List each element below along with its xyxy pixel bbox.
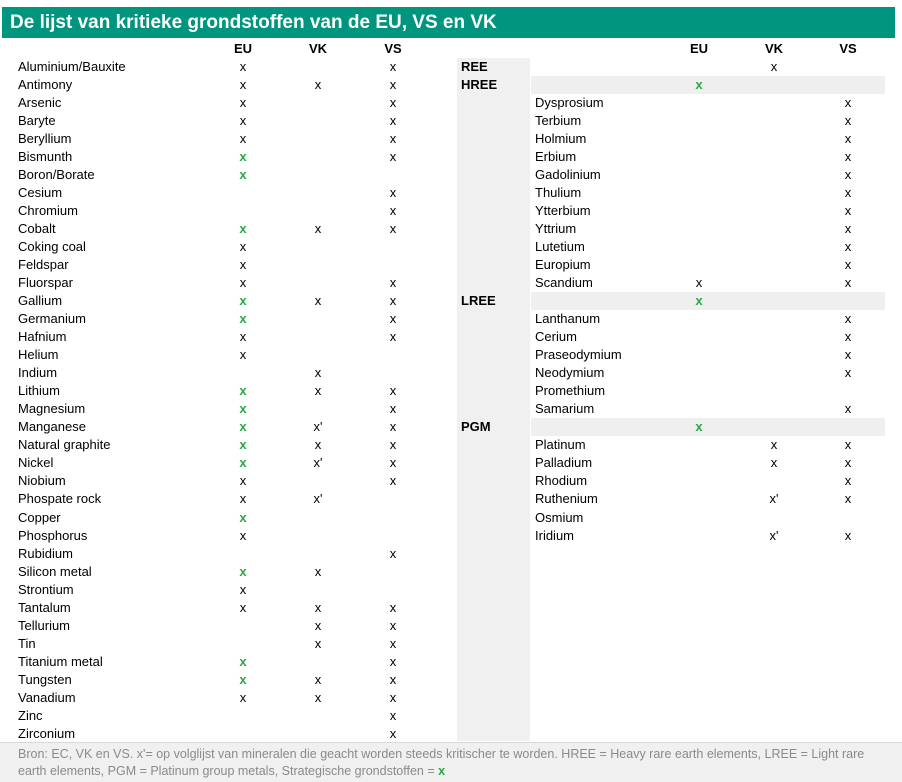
vs-mark: x — [844, 185, 852, 201]
table-row — [0, 274, 902, 292]
vk-mark: x' — [313, 419, 323, 435]
vs-mark: x — [844, 401, 852, 417]
mineral-name: Phosphorus — [18, 527, 88, 543]
eu-mark: x — [239, 257, 247, 273]
mineral-name: Silicon metal — [18, 563, 92, 579]
table-row — [0, 671, 456, 689]
table-row — [0, 436, 902, 454]
vs-mark: x — [844, 239, 852, 255]
vs-mark: x — [844, 455, 852, 471]
header-eu-left: EU — [233, 41, 253, 56]
vk-mark: x — [314, 563, 322, 579]
table-row — [0, 58, 902, 76]
footer-green-mark: x — [438, 764, 446, 778]
group-label: HREE — [461, 77, 498, 93]
element-name: Neodymium — [535, 365, 605, 381]
vs-mark: x — [389, 149, 397, 165]
element-name: Lanthanum — [535, 311, 601, 327]
vs-mark: x — [389, 653, 397, 669]
eu-mark: x — [239, 653, 247, 669]
vs-mark: x — [389, 275, 397, 291]
eu-mark: x — [239, 581, 247, 597]
mineral-name: Gallium — [18, 293, 63, 309]
vs-mark: x — [389, 401, 397, 417]
mineral-name: Vanadium — [18, 689, 76, 705]
vs-mark: x — [844, 473, 852, 489]
eu-mark: x — [239, 113, 247, 129]
mineral-name: Beryllium — [18, 131, 72, 147]
element-name: Praseodymium — [535, 347, 622, 363]
element-name: Ytterbium — [535, 203, 591, 219]
mineral-name: Niobium — [18, 473, 66, 489]
table-row — [0, 599, 456, 617]
table-row — [0, 76, 902, 94]
eu-mark: x — [695, 419, 703, 435]
mineral-name: Manganese — [18, 419, 86, 435]
element-name: Scandium — [535, 275, 593, 291]
vs-mark: x — [389, 203, 397, 219]
eu-mark: x — [239, 131, 247, 147]
mineral-name: Copper — [18, 509, 61, 525]
eu-mark: x — [239, 59, 247, 74]
eu-mark: x — [239, 329, 247, 345]
footer-text — [18, 746, 892, 780]
table-row — [0, 563, 456, 581]
element-name: Platinum — [535, 437, 586, 453]
vs-mark: x — [844, 365, 852, 381]
mineral-name: Nickel — [18, 455, 54, 471]
mineral-name: Helium — [18, 347, 59, 363]
vs-mark: x — [389, 293, 397, 309]
mineral-name: Cobalt — [18, 221, 56, 237]
mineral-name: Tin — [18, 635, 36, 651]
vs-mark: x — [844, 203, 852, 219]
eu-mark: x — [239, 149, 247, 165]
vk-mark: x' — [313, 455, 323, 471]
table-row — [0, 635, 456, 653]
vs-mark: x — [389, 671, 397, 687]
vs-mark: x — [389, 185, 397, 201]
vk-mark: x' — [313, 491, 323, 507]
mineral-name: Titanium metal — [18, 653, 103, 669]
eu-mark: x — [239, 401, 247, 417]
mineral-name: Bismunth — [18, 149, 73, 165]
vs-mark: x — [844, 329, 852, 345]
table-row — [0, 689, 456, 707]
vk-mark: x — [314, 689, 322, 705]
vs-mark: x — [389, 59, 397, 74]
mineral-name: Indium — [18, 365, 58, 381]
table-row — [0, 166, 902, 184]
table-row — [0, 472, 902, 490]
mineral-name: Strontium — [18, 581, 74, 597]
table-row — [0, 653, 456, 671]
eu-mark: x — [239, 491, 247, 507]
vs-mark: x — [844, 527, 852, 543]
table-row — [0, 238, 902, 256]
eu-mark: x — [695, 275, 703, 291]
table-row — [0, 617, 456, 635]
vs-mark: x — [844, 437, 852, 453]
eu-mark: x — [239, 383, 247, 399]
vk-mark: x — [314, 671, 322, 687]
table-row — [0, 148, 902, 166]
vk-mark: x — [314, 617, 322, 633]
element-name: Erbium — [535, 149, 577, 165]
header-vs-right: VS — [839, 41, 857, 56]
vk-mark: x — [314, 383, 322, 399]
vk-mark: x — [314, 77, 322, 93]
group-label: PGM — [461, 419, 491, 435]
vs-mark: x — [389, 545, 397, 561]
eu-mark: x — [239, 599, 247, 615]
table-row — [0, 220, 902, 238]
vs-mark: x — [389, 455, 397, 471]
mineral-name: Tungsten — [18, 671, 72, 687]
mineral-name: Fluorspar — [18, 275, 73, 291]
vs-mark: x — [389, 419, 397, 435]
table-row — [0, 328, 902, 346]
table-row — [0, 490, 902, 508]
mineral-name: Feldspar — [18, 257, 69, 273]
mineral-name: Tantalum — [18, 599, 71, 615]
vk-mark: x — [314, 437, 322, 453]
table-row — [0, 400, 902, 418]
mineral-name: Antimony — [18, 77, 73, 93]
vs-mark: x — [389, 689, 397, 705]
vs-mark: x — [389, 329, 397, 345]
table-row — [0, 292, 902, 310]
header-vk-right: VK — [764, 41, 784, 56]
mineral-name: Lithium — [18, 383, 60, 399]
vk-mark: x' — [769, 491, 779, 507]
eu-mark: x — [239, 293, 247, 309]
eu-mark: x — [239, 77, 247, 93]
vs-mark: x — [844, 491, 852, 507]
vs-mark: x — [844, 167, 852, 183]
table-row — [0, 509, 902, 527]
header-vs-left: VS — [384, 41, 402, 56]
table-row — [0, 707, 456, 725]
table-row — [0, 310, 902, 328]
mineral-name: Coking coal — [18, 239, 86, 255]
vs-mark: x — [389, 221, 397, 237]
vs-mark: x — [844, 311, 852, 327]
eu-mark: x — [239, 455, 247, 471]
vs-mark: x — [389, 599, 397, 615]
table-row — [0, 581, 456, 599]
page-title: De lijst van kritieke grondstoffen van de EU, VS en VK — [10, 12, 497, 33]
element-name: Osmium — [535, 509, 584, 525]
mineral-name: Tellurium — [18, 617, 71, 633]
eu-mark: x — [239, 473, 247, 489]
eu-mark: x — [239, 437, 247, 453]
vs-mark: x — [389, 635, 397, 651]
vs-mark: x — [389, 131, 397, 147]
vk-mark: x — [770, 455, 778, 471]
vs-mark: x — [389, 617, 397, 633]
vs-mark: x — [844, 131, 852, 147]
vs-mark: x — [844, 257, 852, 273]
table-row — [0, 184, 902, 202]
element-name: Yttrium — [535, 221, 577, 237]
vs-mark: x — [389, 311, 397, 327]
table-row — [0, 382, 902, 400]
mineral-name: Arsenic — [18, 95, 62, 111]
vk-mark: x — [314, 293, 322, 309]
footer — [0, 742, 902, 782]
vs-mark: x — [844, 275, 852, 291]
vk-mark: x' — [769, 527, 779, 543]
mineral-name: Zirconium — [18, 725, 76, 741]
table-row — [0, 112, 902, 130]
mineral-name: Phospate rock — [18, 491, 102, 507]
vk-mark: x — [314, 365, 322, 381]
table-row — [0, 527, 902, 545]
vs-mark: x — [389, 725, 397, 741]
mineral-name: Magnesium — [18, 401, 86, 417]
table-row — [0, 346, 902, 364]
eu-mark: x — [239, 167, 247, 183]
vs-mark: x — [844, 95, 852, 111]
table-row — [0, 256, 902, 274]
vk-mark: x — [314, 221, 322, 237]
eu-mark: x — [695, 293, 703, 309]
mineral-name: Chromium — [18, 203, 78, 219]
mineral-name: Aluminium/Bauxite — [18, 59, 126, 74]
eu-mark: x — [239, 347, 247, 363]
mineral-name: Germanium — [18, 311, 86, 327]
eu-mark: x — [239, 689, 247, 705]
vs-mark: x — [844, 347, 852, 363]
table-row — [0, 454, 902, 472]
group-label: REE — [461, 59, 488, 74]
element-name: Lutetium — [535, 239, 585, 255]
eu-mark: x — [695, 77, 703, 93]
eu-mark: x — [239, 671, 247, 687]
eu-mark: x — [239, 239, 247, 255]
vs-mark: x — [389, 95, 397, 111]
vs-mark: x — [389, 77, 397, 93]
element-name: Cerium — [535, 329, 577, 345]
eu-mark: x — [239, 95, 247, 111]
element-name: Promethium — [535, 383, 606, 399]
element-name: Palladium — [535, 455, 593, 471]
vs-mark: x — [844, 113, 852, 129]
mineral-name: Hafnium — [18, 329, 67, 345]
table-row — [0, 545, 456, 563]
eu-mark: x — [239, 527, 247, 543]
table-row — [0, 202, 902, 220]
mineral-name: Cesium — [18, 185, 63, 201]
vs-mark: x — [389, 383, 397, 399]
footer-note: Bron: EC, VK en VS. x'= op volglijst van mineralen die geacht worden steeds kritischer te worden. HREE = Heavy rare earth elements, LREE = Light rare earth elements, PGM = Platinum group metals, Strategische grondstoffen = — [18, 747, 865, 778]
mineral-name: Rubidium — [18, 545, 73, 561]
vk-mark: x — [770, 59, 778, 74]
eu-mark: x — [239, 509, 247, 525]
mineral-name: Zinc — [18, 707, 43, 723]
element-name: Terbium — [535, 113, 582, 129]
group-label: LREE — [461, 293, 496, 309]
header-vk-left: VK — [308, 41, 328, 56]
element-name: Samarium — [535, 401, 595, 417]
mineral-name: Baryte — [18, 113, 56, 129]
table-row — [0, 94, 902, 112]
eu-mark: x — [239, 419, 247, 435]
vs-mark: x — [389, 473, 397, 489]
vk-mark: x — [314, 599, 322, 615]
mineral-name: Boron/Borate — [18, 167, 95, 183]
element-name: Thulium — [535, 185, 582, 201]
element-name: Rhodium — [535, 473, 588, 489]
header-eu-right: EU — [689, 41, 709, 56]
eu-mark: x — [239, 221, 247, 237]
vs-mark: x — [844, 221, 852, 237]
element-name: Holmium — [535, 131, 587, 147]
vk-mark: x — [770, 437, 778, 453]
vs-mark: x — [389, 113, 397, 129]
table-row — [0, 130, 902, 148]
vs-mark: x — [389, 707, 397, 723]
table-row — [0, 364, 902, 382]
element-name: Europium — [535, 257, 591, 273]
eu-mark: x — [239, 563, 247, 579]
table-row — [0, 725, 456, 743]
table-row — [0, 418, 902, 436]
vk-mark: x — [314, 635, 322, 651]
vs-mark: x — [389, 437, 397, 453]
eu-mark: x — [239, 275, 247, 291]
element-name: Ruthenium — [535, 491, 598, 507]
eu-mark: x — [239, 311, 247, 327]
mineral-name: Natural graphite — [18, 437, 111, 453]
element-name: Gadolinium — [535, 167, 601, 183]
vs-mark: x — [844, 149, 852, 165]
element-name: Iridium — [535, 527, 575, 543]
title-bar — [2, 7, 895, 38]
element-name: Dysprosium — [535, 95, 604, 111]
